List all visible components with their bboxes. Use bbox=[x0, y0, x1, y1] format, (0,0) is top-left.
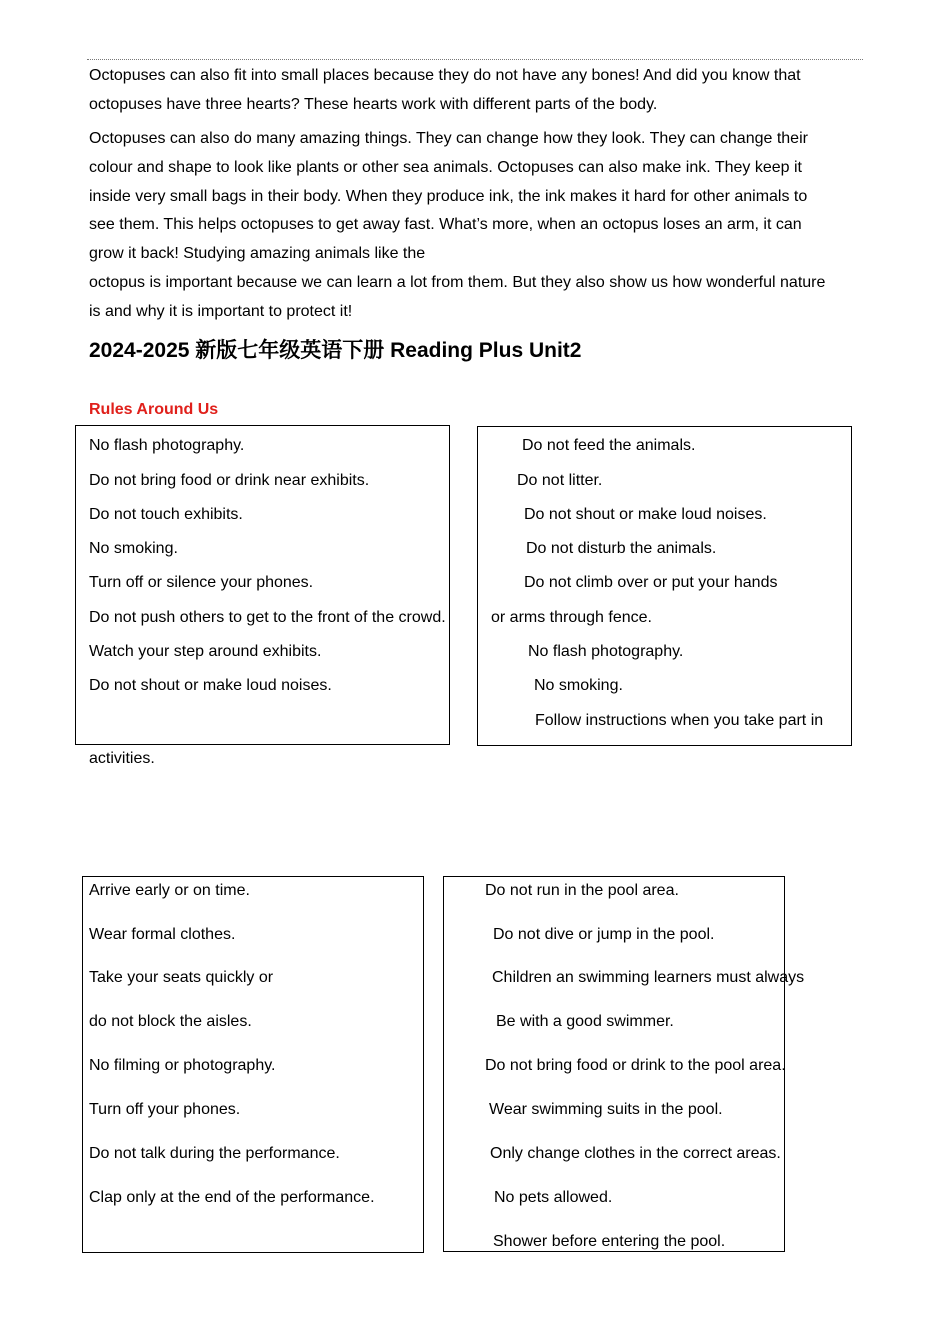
page-title: 2024-2025 新版七年级英语下册 Reading Plus Unit2 bbox=[89, 339, 582, 362]
paragraph-line: is and why it is important to protect it! bbox=[89, 303, 353, 320]
rule-item: Do not touch exhibits. bbox=[89, 506, 243, 523]
header-divider bbox=[87, 59, 863, 60]
rule-item: Follow instructions when you take part in bbox=[535, 712, 824, 729]
rule-item: Turn off or silence your phones. bbox=[89, 574, 314, 591]
paragraph-line: see them. This helps octopuses to get away fast. What’s more, when an octopus loses an arm, it can bbox=[89, 216, 802, 233]
rule-item: or arms through fence. bbox=[491, 609, 652, 626]
rule-item: Do not bring food or drink near exhibits. bbox=[89, 472, 370, 489]
rule-item: Do not disturb the animals. bbox=[526, 540, 717, 557]
rule-item: No pets allowed. bbox=[494, 1189, 613, 1206]
rule-item: do not block the aisles. bbox=[89, 1013, 252, 1030]
rule-item: No smoking. bbox=[89, 540, 178, 557]
rule-item: Do not run in the pool area. bbox=[485, 882, 679, 899]
rule-item: Do not climb over or put your hands bbox=[524, 574, 778, 591]
rule-item: Clap only at the end of the performance. bbox=[89, 1189, 375, 1206]
rule-item: No flash photography. bbox=[528, 643, 684, 660]
rule-item: activities. bbox=[89, 750, 155, 767]
rule-item: Take your seats quickly or bbox=[89, 969, 274, 986]
rule-item: Turn off your phones. bbox=[89, 1101, 241, 1118]
paragraph-line: octopus is important because we can learn a lot from them. But they also show us how wonderful nature bbox=[89, 274, 826, 291]
paragraph-line: octopuses have three hearts? These hearts work with different parts of the body. bbox=[89, 96, 658, 113]
rule-item: Watch your step around exhibits. bbox=[89, 643, 322, 660]
paragraph-line: inside very small bags in their body. When they produce ink, the ink makes it hard for other animals to bbox=[89, 188, 808, 205]
rule-item: Wear swimming suits in the pool. bbox=[489, 1101, 723, 1118]
rule-item: No filming or photography. bbox=[89, 1057, 276, 1074]
paragraph-line: colour and shape to look like plants or other sea animals. Octopuses can also make ink. They keep it bbox=[89, 159, 802, 176]
rule-item: Do not litter. bbox=[517, 472, 603, 489]
rule-item: Do not shout or make loud noises. bbox=[89, 677, 332, 694]
rule-item: Shower before entering the pool. bbox=[493, 1233, 726, 1250]
rule-item: Do not shout or make loud noises. bbox=[524, 506, 767, 523]
paragraph-line: Octopuses can also fit into small places because they do not have any bones! And did you know that bbox=[89, 67, 801, 84]
paragraph-line: grow it back! Studying amazing animals like the bbox=[89, 245, 426, 262]
rule-item: No flash photography. bbox=[89, 437, 245, 454]
rule-item: Do not feed the animals. bbox=[522, 437, 696, 454]
rule-item: Arrive early or on time. bbox=[89, 882, 250, 899]
rule-item: Do not push others to get to the front of the crowd. bbox=[89, 609, 446, 626]
section-title: Rules Around Us bbox=[89, 401, 219, 418]
rule-item: Wear formal clothes. bbox=[89, 926, 236, 943]
rule-item: Do not talk during the performance. bbox=[89, 1145, 340, 1162]
rule-item: Children an swimming learners must always bbox=[492, 969, 805, 986]
rule-item: Only change clothes in the correct areas. bbox=[490, 1145, 781, 1162]
rule-item: Be with a good swimmer. bbox=[496, 1013, 674, 1030]
rule-item: Do not dive or jump in the pool. bbox=[493, 926, 715, 943]
rule-item: No smoking. bbox=[534, 677, 623, 694]
paragraph-line: Octopuses can also do many amazing things. They can change how they look. They can change their bbox=[89, 130, 808, 147]
rule-item: Do not bring food or drink to the pool area. bbox=[485, 1057, 786, 1074]
